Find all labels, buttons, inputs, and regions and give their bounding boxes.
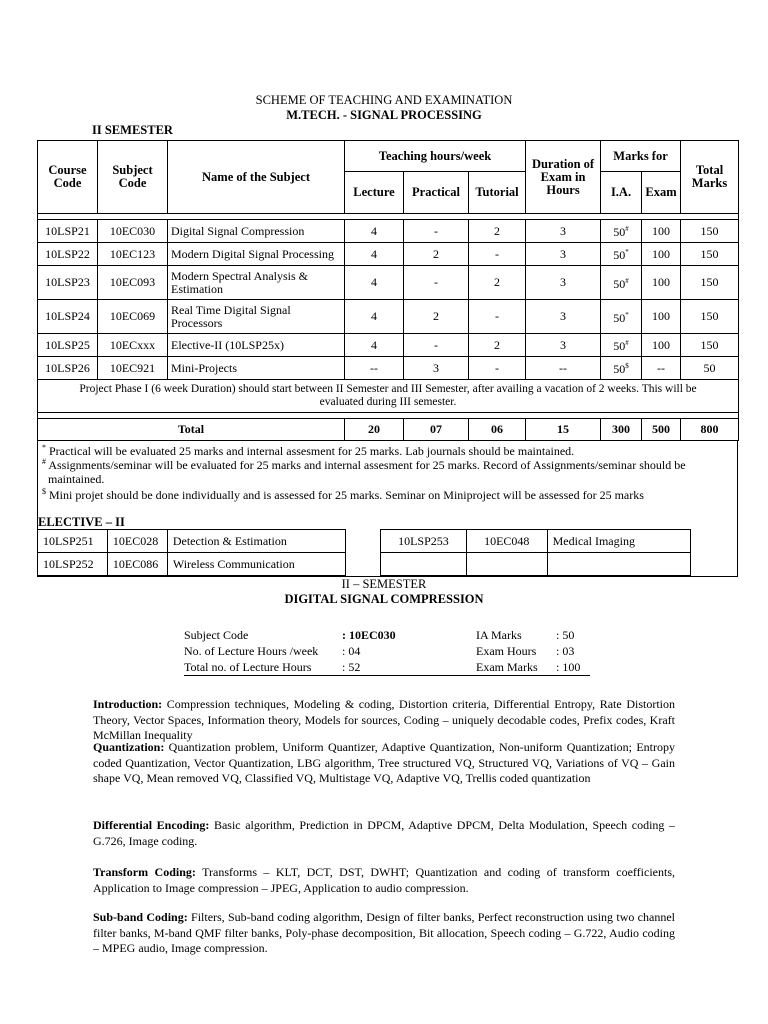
cell-practical: 2 <box>404 243 469 266</box>
cell-tutorial: - <box>469 357 526 380</box>
cell-name: Modern Digital Signal Processing <box>168 243 345 266</box>
meta-lecture-hours: : 04 <box>342 643 361 658</box>
meta-label: No. of Lecture Hours /week <box>184 643 319 658</box>
course-semester: II – SEMESTER <box>341 577 427 591</box>
table-row <box>38 243 739 266</box>
cell-ia <box>601 220 642 243</box>
section-text: Transforms – KLT, DCT, DST, DWHT; Quantization and coding of transform coefficients, Application to Image compression – JPEG, Application to audio compression. <box>93 865 675 895</box>
ia-value: 50 <box>613 225 626 239</box>
note-mini-project <box>42 485 732 502</box>
col-ia: I.A. <box>601 172 642 214</box>
cell-subject: 10EC028 <box>107 530 167 553</box>
cell-subject: 10EC086 <box>107 553 167 576</box>
cell-course: 10LSP251 <box>38 530 108 553</box>
syllabus-introduction <box>93 697 675 744</box>
col-lecture: Lecture <box>345 172 404 214</box>
cell-lecture: 4 <box>345 334 404 357</box>
ia-footnote-mark: * <box>625 310 629 319</box>
cell-course: 10LSP21 <box>38 220 98 243</box>
cell-subject: 10EC123 <box>98 243 168 266</box>
cell-exam: 100 <box>642 220 681 243</box>
table-row <box>38 300 739 334</box>
elective-title: ELECTIVE – II <box>38 515 125 529</box>
col-teaching-hours: Teaching hours/week <box>345 141 526 172</box>
cell-practical: - <box>404 220 469 243</box>
ia-footnote-mark: $ <box>625 362 629 370</box>
section-heading: Introduction: <box>93 697 163 711</box>
cell-subject: 10EC048 <box>466 530 547 553</box>
cell-tutorial: 2 <box>469 220 526 243</box>
table-row <box>38 530 346 553</box>
cell-subject: 10EC069 <box>98 300 168 334</box>
col-subject-code: Subject Code <box>98 141 168 214</box>
cell-course: 10LSP23 <box>38 266 98 300</box>
meta-label: Exam Hours <box>476 643 537 658</box>
cell-subject: 10EC921 <box>98 357 168 380</box>
section-heading: Transform Coding: <box>93 865 196 879</box>
ia-value: 50 <box>613 339 626 353</box>
cell-duration: 3 <box>526 243 601 266</box>
notes-box <box>37 440 738 577</box>
meta-label: Exam Marks <box>476 659 538 674</box>
footnote-mark: * <box>42 443 46 452</box>
cell-course: 10LSP252 <box>38 553 108 576</box>
section-text: Basic algorithm, Prediction in DPCM, Adaptive DPCM, Delta Modulation, Speech coding – G.726, Image coding. <box>93 818 675 848</box>
note-text: Assignments/seminar will be evaluated for 25 marks and internal assesment for 25 marks. Record of Assignments/seminar should be maintained. <box>48 458 686 486</box>
cell-duration: 3 <box>526 334 601 357</box>
total-duration: 15 <box>526 419 601 441</box>
cell-ia <box>601 357 642 380</box>
cell-exam: 100 <box>642 334 681 357</box>
elective-table-right <box>380 529 691 576</box>
syllabus-subband-coding <box>93 910 675 957</box>
total-practical: 07 <box>404 419 469 441</box>
table-row <box>38 553 346 576</box>
cell-duration: 3 <box>526 220 601 243</box>
col-course-code: Course Code <box>38 141 98 214</box>
cell-tutorial: - <box>469 243 526 266</box>
cell-ia <box>601 300 642 334</box>
syllabus-transform-coding <box>93 865 675 896</box>
meta-exam-hours: : 03 <box>556 643 575 658</box>
cell-total: 150 <box>681 300 739 334</box>
cell-name <box>547 553 690 576</box>
ia-footnote-mark: # <box>625 276 629 285</box>
cell-exam: -- <box>642 357 681 380</box>
col-total-marks: Total Marks <box>681 141 739 214</box>
total-label: Total <box>38 419 345 441</box>
course-meta <box>184 627 590 676</box>
ia-value: 50 <box>613 310 626 325</box>
col-marks-for: Marks for <box>601 141 681 172</box>
total-tutorial: 06 <box>469 419 526 441</box>
cell-tutorial: 2 <box>469 334 526 357</box>
cell-course: 10LSP24 <box>38 300 98 334</box>
cell-total: 50 <box>681 357 739 380</box>
cell-practical: 3 <box>404 357 469 380</box>
table-row <box>38 220 739 243</box>
ia-footnote-mark: * <box>625 248 629 256</box>
program-title: M.TECH. - SIGNAL PROCESSING <box>286 108 482 122</box>
cell-name: Wireless Communication <box>167 553 345 576</box>
section-heading: Quantization: <box>93 740 165 754</box>
meta-label: Total no. of Lecture Hours <box>184 659 312 674</box>
cell-ia <box>601 243 642 266</box>
cell-subject: 10ECxxx <box>98 334 168 357</box>
cell-exam: 100 <box>642 243 681 266</box>
footnote-mark: # <box>42 457 46 466</box>
note-assignment <box>42 455 738 486</box>
cell-subject <box>466 553 547 576</box>
cell-practical: - <box>404 334 469 357</box>
cell-ia <box>601 334 642 357</box>
cell-lecture: 4 <box>345 300 404 334</box>
cell-name: Digital Signal Compression <box>168 220 345 243</box>
cell-lecture: 4 <box>345 243 404 266</box>
table-row <box>381 530 691 553</box>
cell-course: 10LSP26 <box>38 357 98 380</box>
section-heading: Sub-band Coding: <box>93 910 188 924</box>
cell-exam: 100 <box>642 300 681 334</box>
section-heading: Differential Encoding: <box>93 818 210 832</box>
cell-exam: 100 <box>642 266 681 300</box>
note-text: Practical will be evaluated 25 marks and internal assesment for 25 marks. Lab journals should be maintained. <box>49 444 575 458</box>
ia-value: 50 <box>613 248 626 262</box>
scheme-title: SCHEME OF TEACHING AND EXAMINATION <box>255 93 513 107</box>
col-practical: Practical <box>404 172 469 214</box>
col-exam: Exam <box>642 172 681 214</box>
cell-duration: 3 <box>526 300 601 334</box>
cell-total: 150 <box>681 334 739 357</box>
table-row <box>38 334 739 357</box>
table-row <box>381 553 691 576</box>
cell-name: Elective-II (10LSP25x) <box>168 334 345 357</box>
section-text: Filters, Sub-band coding algorithm, Design of filter banks, Perfect reconstruction using two channel filter banks, M-band QMF filter banks, Poly-phase decomposition, Bit allocation, Speech coding – G.722, Audio coding – MPEG audio, Image compression. <box>93 910 675 955</box>
total-marks: 800 <box>681 419 739 441</box>
ia-footnote-mark: # <box>625 225 629 233</box>
ia-footnote-mark: # <box>625 339 629 347</box>
table-row <box>38 266 739 300</box>
cell-tutorial: - <box>469 300 526 334</box>
note-text: Mini projet should be done individually and is assessed for 25 marks. Seminar on Miniproject will be assessed for 25 marks <box>49 488 644 502</box>
total-lecture: 20 <box>345 419 404 441</box>
cell-subject: 10EC093 <box>98 266 168 300</box>
cell-duration: 3 <box>526 266 601 300</box>
footnote-mark: $ <box>42 487 46 496</box>
cell-lecture: 4 <box>345 220 404 243</box>
section-text: Quantization problem, Uniform Quantizer, Adaptive Quantization, Non-uniform Quantization; Entropy coded Quantization, Vector Quantization, LBG algorithm, Tree structured VQ, Structured VQ, Variations of VQ – Gain shape VQ, Mean removed VQ, Classified VQ, Multistage VQ, Adaptive VQ, Trellis coded quantization <box>93 740 675 785</box>
cell-course <box>381 553 467 576</box>
cell-tutorial: 2 <box>469 266 526 300</box>
total-exam: 500 <box>642 419 681 441</box>
elective-table-left <box>37 529 346 576</box>
total-ia: 300 <box>601 419 642 441</box>
ia-value: 50 <box>613 362 626 376</box>
col-subject-name: Name of the Subject <box>168 141 345 214</box>
cell-practical: 2 <box>404 300 469 334</box>
total-row <box>38 419 739 441</box>
col-duration: Duration of Exam in Hours <box>526 141 601 214</box>
cell-course: 10LSP25 <box>38 334 98 357</box>
cell-total: 150 <box>681 266 739 300</box>
section-text: Compression techniques, Modeling & coding, Distortion criteria, Differential Entropy, Rate Distortion Theory, Vector Spaces, Information theory, Models for sources, Coding – uniquely decodable codes, Prefix codes, Kraft McMillan Inequality <box>93 697 675 742</box>
cell-lecture: 4 <box>345 266 404 300</box>
cell-name: Real Time Digital Signal Processors <box>168 300 345 334</box>
cell-ia <box>601 266 642 300</box>
meta-label: Subject Code <box>184 627 249 642</box>
project-note: Project Phase I (6 week Duration) should start between II Semester and III Semester, after availing a vacation of 2 weeks. This will be evaluated during III semester. <box>38 380 739 413</box>
meta-exam-marks: : 100 <box>556 659 581 674</box>
semester-label: II SEMESTER <box>92 123 173 137</box>
course-title: DIGITAL SIGNAL COMPRESSION <box>284 592 484 606</box>
cell-name: Mini-Projects <box>168 357 345 380</box>
cell-practical: - <box>404 266 469 300</box>
cell-total: 150 <box>681 220 739 243</box>
syllabus-differential-encoding <box>93 818 675 849</box>
cell-course: 10LSP253 <box>381 530 467 553</box>
meta-total-hours: : 52 <box>342 659 361 674</box>
ia-value: 50 <box>613 276 626 291</box>
cell-lecture: -- <box>345 357 404 380</box>
meta-label: IA Marks <box>476 627 522 642</box>
table-row <box>38 357 739 380</box>
col-tutorial: Tutorial <box>469 172 526 214</box>
syllabus-quantization <box>93 740 675 787</box>
cell-total: 150 <box>681 243 739 266</box>
cell-name: Modern Spectral Analysis & Estimation <box>168 266 345 300</box>
cell-duration: -- <box>526 357 601 380</box>
cell-subject: 10EC030 <box>98 220 168 243</box>
meta-ia-marks: : 50 <box>556 627 575 642</box>
cell-name: Medical Imaging <box>547 530 690 553</box>
scheme-table <box>37 140 739 441</box>
cell-name: Detection & Estimation <box>167 530 345 553</box>
meta-subject-code: : 10EC030 <box>342 627 396 642</box>
cell-course: 10LSP22 <box>38 243 98 266</box>
